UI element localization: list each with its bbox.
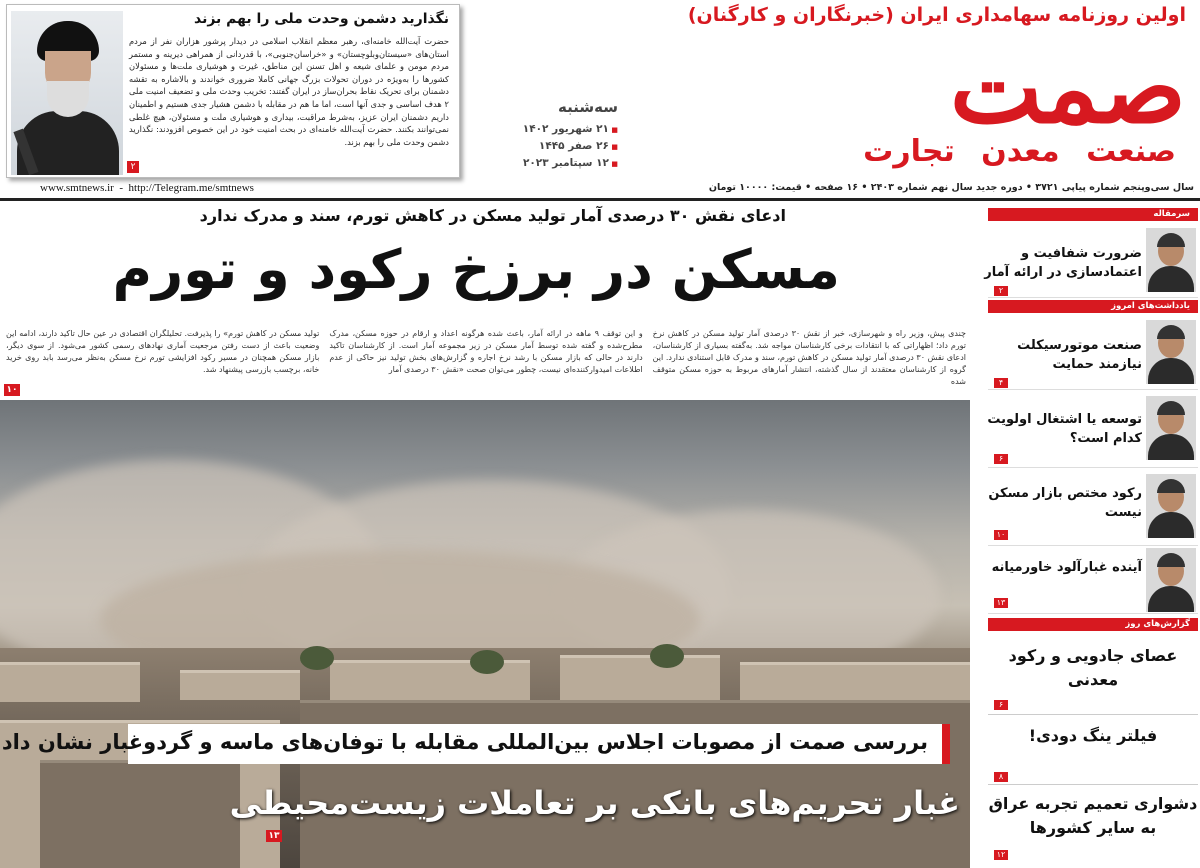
page-number-badge: ۶: [994, 700, 1008, 710]
masthead: [0, 0, 1200, 196]
photo-caption-banner: [1, 724, 950, 764]
page-number-badge: ۱۰: [994, 530, 1008, 540]
page-number-badge: ۸: [994, 772, 1008, 782]
page-number-badge: ۱۲: [994, 850, 1008, 860]
divider: [988, 714, 1198, 715]
issue-info: سال سی‌وپنجم شماره پیاپی ۳۷۲۱ • دوره جدید سال نهم شماره ۲۴۰۳ • ۱۶ صفحه • قیمت: ۱۰۰۰۰ تومان: [708, 182, 1194, 193]
photo-caption-headline[interactable]: غبار تحریم‌های بانکی بر تعاملات زیست‌محیطی: [229, 784, 960, 822]
page-number-badge: ۱۳: [266, 830, 282, 842]
date-solar: ■ ۲۱ شهریور ۱۴۰۲: [508, 121, 618, 138]
web-links: www.smtnews.ir - http://Telegram.me/smtnews: [40, 182, 254, 194]
avatar: [1146, 548, 1196, 612]
avatar: [1146, 474, 1196, 538]
leader-news-body: حضرت آیت‌الله خامنه‌ای، رهبر معظم انقلاب اسلامی در دیدار پرشور هزاران نفر از مردم استان‌های «سیستان‌وبلوچستان» و «خراسان‌جنوبی»، با قدردانی از همراهی دیرینه و مستمر مردم مومن و علمای شیعه و اهل تسنن این مناطق، غیرت و هوشیاری ملت‌ها و مسئولان کشورها را به‌ویژه در دوران تحولات بزرگ جهانی کاملا ضروری خواندند و بالاشاره به تقشه دشمنان برای تحریک نقاط بحران‌ساز در ایران گفتند: تخریب وحدت ملی و تضعیف امنیت ملی ۲ هدف اساسی و جدی آنها است، اما ما هم در مقابله با دشمن هشیار جدی هستیم و اطمینان داریم دشمنان ایران عزیز، به‌شرط مراقبت، بیداری و هوشیاری ملت و مسئولان، هیچ غلطی نمی‌توانند بکنند. حضرت آیت‌الله خامنه‌ای در بحث امنیت خود در این خصوص افزودند: نگذارید دشمن وحدت ملی را بهم بزند.: [129, 36, 449, 147]
list-item[interactable]: [988, 470, 1198, 546]
weekday: سه‌شنبه: [558, 98, 618, 116]
avatar: [1146, 228, 1196, 292]
list-item[interactable]: [988, 548, 1198, 614]
telegram-link[interactable]: http://Telegram.me/smtnews: [128, 182, 254, 194]
section-header-reports: گزارش‌های روز: [988, 618, 1198, 631]
page-number-badge: ۲: [127, 161, 139, 173]
page-number-badge: ۱۳: [994, 598, 1008, 608]
item-title: ضرورت شفافیت و اعتمادسازی در ارائه آمار: [984, 246, 1142, 280]
main-headline[interactable]: مسکن در برزخ رکود و تورم: [112, 238, 840, 301]
story-column: تولید مسکن در کاهش تورم» را پذیرفت. تحلیلگران اقتصادی در عین حال تاکید دارند، ادامه این وضعیت باعث از دست رفتن مرجعیت آماری نهادهای رسمی کشور می‌شود. از سوی دیگر، بازار مسکن همچنان در مسیر رکود افزایشی تورم نرخ مسکن به‌نظر می‌رسد بابد روی خرید خانه، برچسب بازرسی پیشنهاد شد.: [6, 329, 320, 374]
report-title[interactable]: فیلتر ینگ دودی!: [1028, 726, 1158, 745]
report-title[interactable]: عصای جادویی و رکود معدنی: [1008, 646, 1178, 689]
section-header-notes: یادداشت‌های امروز: [988, 300, 1198, 313]
date-block: [508, 98, 618, 172]
photo-caption-line1: بررسی صمت از مصوبات اجلاس بین‌المللی مقابله با توفان‌های ماسه و گرد‌وغبار نشان داد: [1, 730, 928, 754]
avatar: [1146, 396, 1196, 460]
leader-photo: [11, 11, 123, 175]
item-title: توسعه یا اشتغال اولویت کدام است؟: [987, 412, 1142, 446]
list-item[interactable]: [984, 222, 1198, 298]
lead-story-columns: [6, 328, 966, 394]
page-number-badge: ۶: [994, 454, 1008, 464]
page-number-badge: ۴: [994, 378, 1008, 388]
story-column: چندی پیش، وزیر راه و شهرسازی، خبر از نقش ۳۰ درصدی آمار تولید مسکن در کاهش نرخ تورم داد؛ اظهاراتی که با انتقادات برخی کارشناسان مواجه شد. به‌گفته بسیاری از کارشناسان، ادعای نقش ۳۰ درصدی آمار تولید مسکن در کاهش تورم، سند و مدرک قابل استنادی ندارد. این گروه از کارشناسان معتقدند از سال گذشته، انتشار آمارهای مربوط به حوزه مسکن متوقف شده: [652, 329, 966, 386]
tagline: اولین روزنامه سهامداری ایران (خبرنگاران و کارگنان): [687, 4, 1186, 26]
page-number-badge: ۲: [994, 286, 1008, 296]
leader-news-box[interactable]: [6, 4, 460, 178]
divider: [988, 784, 1198, 785]
item-title: صنعت موتورسیکلت نیازمند حمایت: [1017, 338, 1142, 372]
report-title[interactable]: دشواری تعمیم تجربه عراق به سایر کشورها: [988, 794, 1198, 837]
date-lunar: ■ ۲۶ صفر ۱۴۴۵: [508, 138, 618, 155]
date-gregorian: ■ ۱۲ سپتامبر ۲۰۲۳: [508, 155, 618, 172]
item-title: آینده غبارآلود خاورمیانه: [991, 560, 1142, 575]
main-subhead: ادعای نقش ۳۰ درصدی آمار تولید مسکن در کاهش تورم، سند و مدرک ندارد: [199, 206, 786, 225]
list-item[interactable]: [988, 314, 1198, 390]
story-column: و این توقف ۹ ماهه در ارائه آمار، باعث شده هرگونه اعداد و ارقام در حوزه مسکن، مدرک مطرح‌شده و گفته شده توسط آمار مسکن در زیر مجموعه آمار است. از کارشناسان تاکید دارند در حالی که بازار مسکن با رشد نرخ اجاره و گزارش‌های بخش تولید نیز حاکی از عدم اطلاعات امیدوارکننده‌ای نیست، چطور می‌توان صحت «نقش ۳۰ درصدی آمار: [329, 329, 643, 374]
masthead-divider: [0, 198, 1200, 201]
avatar: [1146, 320, 1196, 384]
section-header-editorial: سرمقاله: [988, 208, 1198, 221]
newspaper-logo[interactable]: [620, 31, 1192, 180]
website-link[interactable]: www.smtnews.ir: [40, 182, 114, 194]
logo-sub-text: صنعت معدن تجارت: [863, 134, 1176, 169]
logo-main-text: صمت: [949, 31, 1186, 146]
item-title: رکود مختص بازار مسکن نیست: [988, 486, 1142, 520]
leader-news-title: نگذارید دشمن وحدت ملی را بهم بزند: [193, 11, 449, 27]
list-item[interactable]: [988, 392, 1198, 468]
sidebar: [984, 206, 1198, 868]
page-number-badge: ۱۰: [4, 384, 20, 396]
